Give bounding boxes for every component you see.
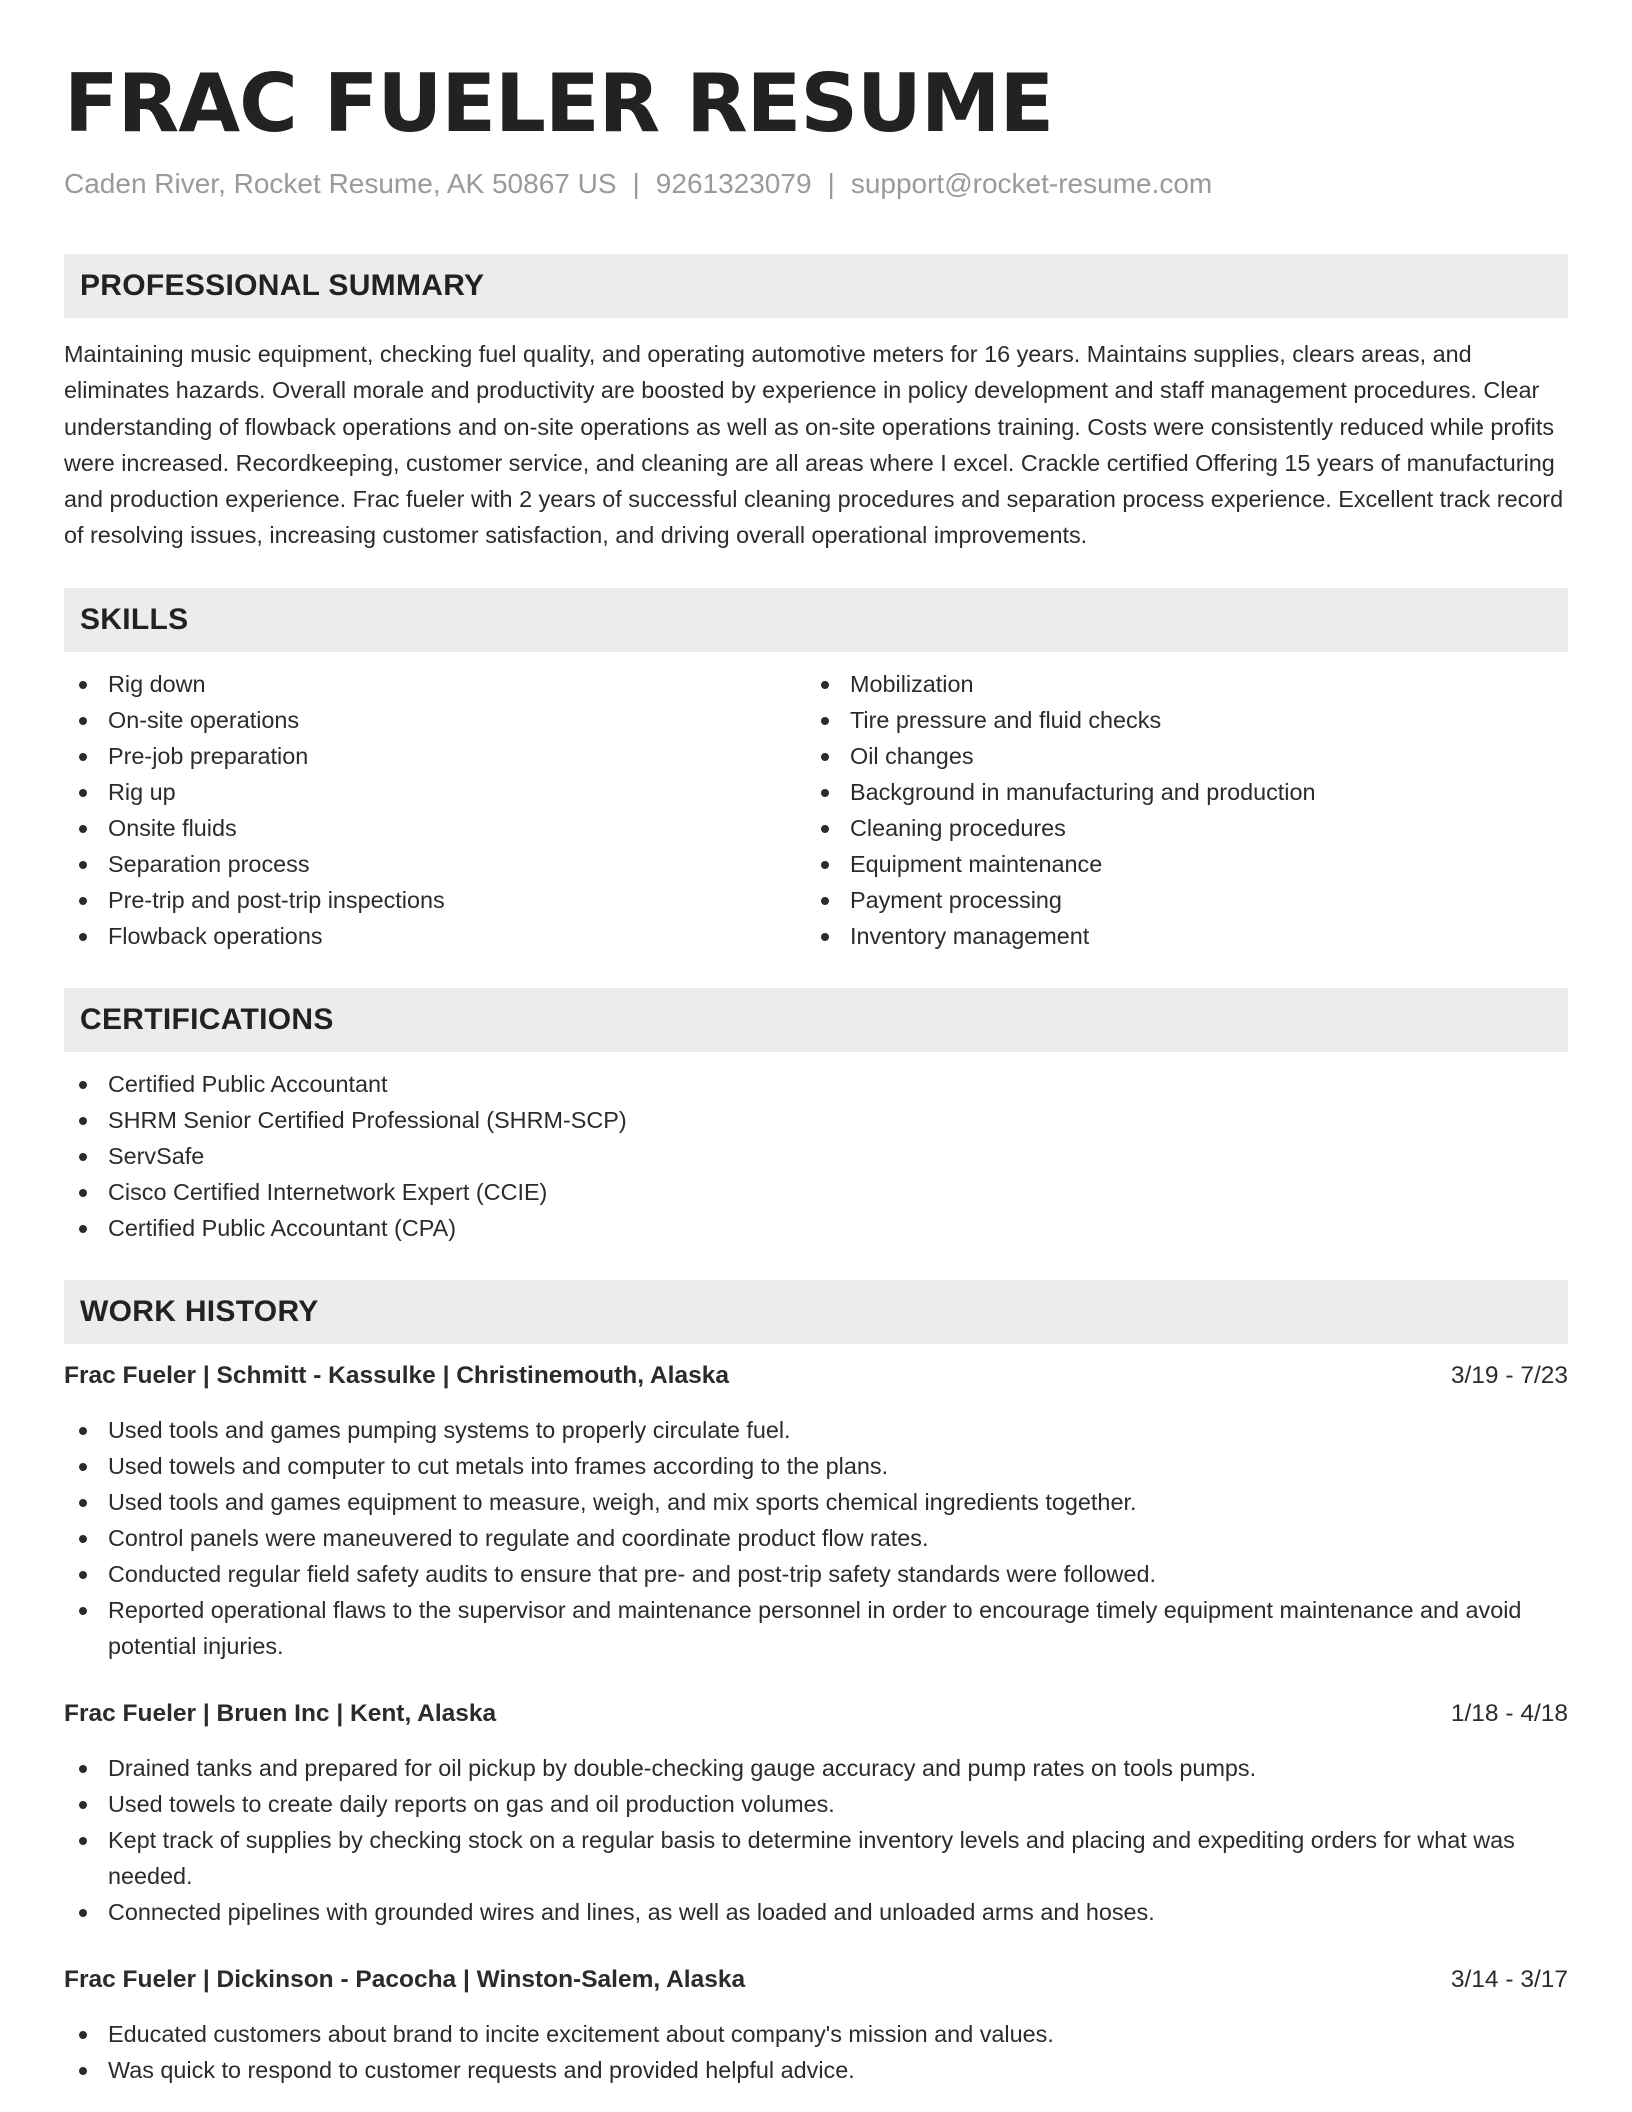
certifications-section-header: CERTIFICATIONS — [64, 988, 1568, 1052]
skill-item: Mobilization — [806, 666, 1548, 702]
contact-separator: | — [632, 168, 640, 199]
certification-item: ServSafe — [64, 1138, 1568, 1174]
skill-item: Onsite fluids — [64, 810, 806, 846]
job-bullet: Conducted regular field safety audits to ensure that pre- and post-trip safety standards were followed. — [64, 1556, 1568, 1592]
job-entry — [64, 1962, 1568, 2088]
skill-item: Oil changes — [806, 738, 1548, 774]
contact-phone: 9261323079 — [655, 168, 812, 199]
summary-text: Maintaining music equipment, checking fuel quality, and operating automotive meters for 16 years. Maintains supplies, clears areas, and eliminates hazards. Overall morale and productivity are boosted by experience in policy development and staff management procedures. Clear understanding of flowback operations and on-site operations as well as on-site operations training. Costs were consistently reduced while profits were increased. Recordkeeping, customer service, and cleaning are all areas where I excel. Crackle certified Offering 15 years of manufacturing and production experience. Frac fueler with 2 years of successful cleaning procedures and separation process experience. Excellent track record of resolving issues, increasing customer satisfaction, and driving overall operational improvements. — [64, 341, 1564, 549]
job-bullet: Kept track of supplies by checking stock on a regular basis to determine inventory levels and placing and expediting orders for what was needed. — [64, 1822, 1568, 1894]
job-header — [64, 1358, 1568, 1394]
contact-address: Caden River, Rocket Resume, AK 50867 US — [64, 168, 617, 199]
certification-item: SHRM Senior Certified Professional (SHRM-SCP) — [64, 1102, 1568, 1138]
skill-item: On-site operations — [64, 702, 806, 738]
job-title: Frac Fueler | Schmitt - Kassulke | Christinemouth, Alaska — [64, 1361, 729, 1389]
job-entry — [64, 1358, 1568, 1664]
job-bullet: Used towels and computer to cut metals into frames according to the plans. — [64, 1448, 1568, 1484]
skill-item: Inventory management — [806, 918, 1548, 954]
work-history-section-header: WORK HISTORY — [64, 1280, 1568, 1344]
skill-item: Payment processing — [806, 882, 1548, 918]
job-bullet: Was quick to respond to customer requests and provided helpful advice. — [64, 2052, 1568, 2088]
job-bullets — [64, 1412, 1568, 1664]
job-title: Frac Fueler | Dickinson - Pacocha | Winston-Salem, Alaska — [64, 1965, 746, 1993]
job-bullet: Educated customers about brand to incite excitement about company's mission and values. — [64, 2016, 1568, 2052]
job-bullet: Drained tanks and prepared for oil pickup by double-checking gauge accuracy and pump rates on tools pumps. — [64, 1750, 1568, 1786]
job-dates: 1/18 - 4/18 — [1450, 1699, 1568, 1727]
job-title: Frac Fueler | Bruen Inc | Kent, Alaska — [64, 1699, 497, 1727]
skill-item: Pre-trip and post-trip inspections — [64, 882, 806, 918]
skills-column-left — [64, 666, 806, 954]
job-header — [64, 1962, 1568, 1998]
skill-item: Tire pressure and fluid checks — [806, 702, 1548, 738]
skill-item: Flowback operations — [64, 918, 806, 954]
job-bullet: Control panels were maneuvered to regulate and coordinate product flow rates. — [64, 1520, 1568, 1556]
job-bullet: Used tools and games pumping systems to properly circulate fuel. — [64, 1412, 1568, 1448]
skills-section-header: SKILLS — [64, 588, 1568, 652]
certification-item: Certified Public Accountant — [64, 1066, 1568, 1102]
job-dates: 3/19 - 7/23 — [1450, 1361, 1568, 1389]
skill-item: Background in manufacturing and production — [806, 774, 1548, 810]
skill-item: Rig down — [64, 666, 806, 702]
certification-item: Cisco Certified Internetwork Expert (CCIE) — [64, 1174, 1568, 1210]
resume-title: FRAC FUELER RESUME — [64, 57, 1054, 150]
skill-item: Separation process — [64, 846, 806, 882]
contact-email: support@rocket-resume.com — [850, 168, 1213, 199]
job-entry — [64, 1696, 1568, 1930]
job-bullet: Connected pipelines with grounded wires and lines, as well as loaded and unloaded arms and hoses. — [64, 1894, 1568, 1930]
job-bullets — [64, 2016, 1568, 2088]
skill-item: Rig up — [64, 774, 806, 810]
job-dates: 3/14 - 3/17 — [1450, 1965, 1568, 1993]
certification-item: Certified Public Accountant (CPA) — [64, 1210, 1568, 1246]
contact-separator: | — [827, 168, 835, 199]
skill-item: Equipment maintenance — [806, 846, 1548, 882]
summary-section-header: PROFESSIONAL SUMMARY — [64, 254, 1568, 318]
job-bullet: Used towels to create daily reports on gas and oil production volumes. — [64, 1786, 1568, 1822]
job-bullet: Reported operational flaws to the supervisor and maintenance personnel in order to encourage timely equipment maintenance and avoid potential injuries. — [64, 1592, 1568, 1664]
skill-item: Cleaning procedures — [806, 810, 1548, 846]
job-bullets — [64, 1750, 1568, 1930]
certifications-list — [64, 1066, 1568, 1246]
job-header — [64, 1696, 1568, 1732]
contact-line — [64, 166, 1568, 202]
skills-column-right — [806, 666, 1548, 954]
job-bullet: Used tools and games equipment to measure, weigh, and mix sports chemical ingredients together. — [64, 1484, 1568, 1520]
skills-list — [64, 666, 1568, 954]
skill-item: Pre-job preparation — [64, 738, 806, 774]
